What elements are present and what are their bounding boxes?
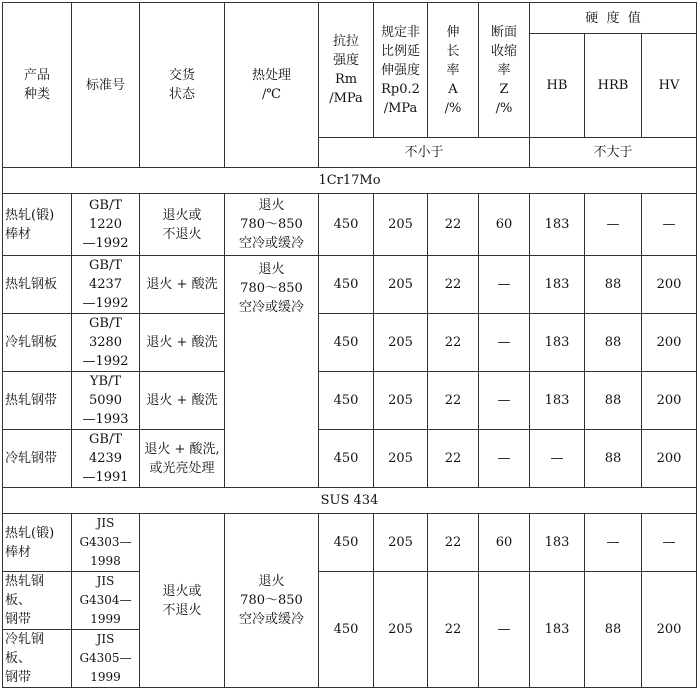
section-row: [3, 488, 697, 514]
cell-z: —: [479, 314, 530, 372]
cell-hrb: 88: [585, 430, 642, 488]
table-row: [3, 372, 697, 430]
cell-a: 22: [428, 314, 479, 372]
cell-hv: 200: [642, 256, 697, 314]
cell-product: 冷轧钢板、 钢带: [3, 630, 72, 688]
grade-label: SUS 434: [3, 488, 697, 514]
cell-standard: GB/T 4237 —1992: [72, 256, 140, 314]
cell-delivery: 退火 + 酸洗: [140, 256, 225, 314]
cell-hb: 183: [530, 572, 585, 688]
cell-a: 22: [428, 514, 479, 572]
header-max-note: 不大于: [530, 138, 697, 168]
cell-z: 60: [479, 514, 530, 572]
cell-product: 冷轧钢板: [3, 314, 72, 372]
cell-rp: 205: [374, 514, 428, 572]
grade-label: 1Cr17Mo: [3, 168, 697, 194]
table-row: [3, 514, 697, 572]
cell-rp: 205: [374, 372, 428, 430]
cell-hv: 200: [642, 430, 697, 488]
cell-a: 22: [428, 194, 479, 256]
cell-hb: 183: [530, 372, 585, 430]
cell-rm: 450: [319, 430, 374, 488]
cell-heat: 退火 780～850 空冷或缓冷: [225, 194, 319, 256]
cell-product: 热轧(锻) 棒材: [3, 194, 72, 256]
cell-a: 22: [428, 372, 479, 430]
cell-z: 60: [479, 194, 530, 256]
cell-z: —: [479, 572, 530, 688]
cell-hv: —: [642, 194, 697, 256]
cell-hv: 200: [642, 372, 697, 430]
cell-rm: 450: [319, 256, 374, 314]
header-hardness: 硬 度 值: [530, 3, 697, 34]
cell-hb: —: [530, 430, 585, 488]
cell-rp: 205: [374, 430, 428, 488]
header-yield-strength: 规定非 比例延 伸强度 Rp0.2 /MPa: [374, 3, 428, 138]
cell-rm: 450: [319, 194, 374, 256]
cell-hrb: 88: [585, 256, 642, 314]
header-row: [3, 3, 697, 34]
cell-delivery: 退火 + 酸洗: [140, 314, 225, 372]
cell-rm: 450: [319, 314, 374, 372]
header-delivery: 交货 状态: [140, 3, 225, 168]
cell-product: 冷轧钢带: [3, 430, 72, 488]
cell-a: 22: [428, 572, 479, 688]
header-hrb: HRB: [585, 34, 642, 138]
cell-rm: 450: [319, 514, 374, 572]
cell-product: 热轧钢板、 钢带: [3, 572, 72, 630]
cell-hrb: 88: [585, 314, 642, 372]
cell-rp: 205: [374, 256, 428, 314]
header-standard: 标准号: [72, 3, 140, 168]
cell-hb: 183: [530, 514, 585, 572]
cell-z: —: [479, 372, 530, 430]
table-row: [3, 314, 697, 372]
cell-a: 22: [428, 430, 479, 488]
cell-product: 热轧钢带: [3, 372, 72, 430]
cell-z: —: [479, 430, 530, 488]
cell-rm: 450: [319, 372, 374, 430]
cell-rp: 205: [374, 194, 428, 256]
cell-standard: JIS G4304—1999: [72, 572, 140, 630]
table-row: [3, 572, 697, 630]
cell-z: —: [479, 256, 530, 314]
cell-delivery: 退火 + 酸洗, 或光亮处理: [140, 430, 225, 488]
header-elongation: 伸 长 率 A /%: [428, 3, 479, 138]
header-hb: HB: [530, 34, 585, 138]
cell-rp: 205: [374, 572, 428, 688]
cell-standard: GB/T 4239 —1991: [72, 430, 140, 488]
cell-hb: 183: [530, 314, 585, 372]
cell-hb: 183: [530, 194, 585, 256]
header-heat-treatment: 热处理 /℃: [225, 3, 319, 168]
cell-hrb: 88: [585, 572, 642, 688]
cell-standard: JIS G4305—1999: [72, 630, 140, 688]
cell-standard: JIS G4303—1998: [72, 514, 140, 572]
cell-heat: 退火 780～850 空冷或缓冷: [225, 256, 319, 488]
cell-heat: 退火 780～850 空冷或缓冷: [225, 514, 319, 688]
cell-delivery: 退火 + 酸洗: [140, 372, 225, 430]
section-row: [3, 168, 697, 194]
cell-delivery: 退火或 不退火: [140, 514, 225, 688]
cell-standard: GB/T 1220 —1992: [72, 194, 140, 256]
cell-hv: 200: [642, 314, 697, 372]
cell-rm: 450: [319, 572, 374, 688]
header-product: 产品 种类: [3, 3, 72, 168]
cell-hv: 200: [642, 572, 697, 688]
cell-standard: GB/T 3280 —1992: [72, 314, 140, 372]
cell-hrb: —: [585, 514, 642, 572]
table-row: [3, 256, 697, 314]
table-row: [3, 430, 697, 488]
header-hv: HV: [642, 34, 697, 138]
header-reduction-of-area: 断面 收缩 率 Z /%: [479, 3, 530, 138]
cell-hb: 183: [530, 256, 585, 314]
cell-standard: YB/T 5090 —1993: [72, 372, 140, 430]
cell-hrb: —: [585, 194, 642, 256]
cell-hv: —: [642, 514, 697, 572]
cell-delivery: 退火或 不退火: [140, 194, 225, 256]
cell-hrb: 88: [585, 372, 642, 430]
cell-rp: 205: [374, 314, 428, 372]
cell-product: 热轧钢板: [3, 256, 72, 314]
cell-a: 22: [428, 256, 479, 314]
steel-properties-table: [2, 2, 697, 688]
cell-product: 热轧(锻) 棒材: [3, 514, 72, 572]
header-min-note: 不小于: [319, 138, 530, 168]
header-tensile-strength: 抗拉 强度 Rm /MPa: [319, 3, 374, 138]
table-row: [3, 194, 697, 256]
